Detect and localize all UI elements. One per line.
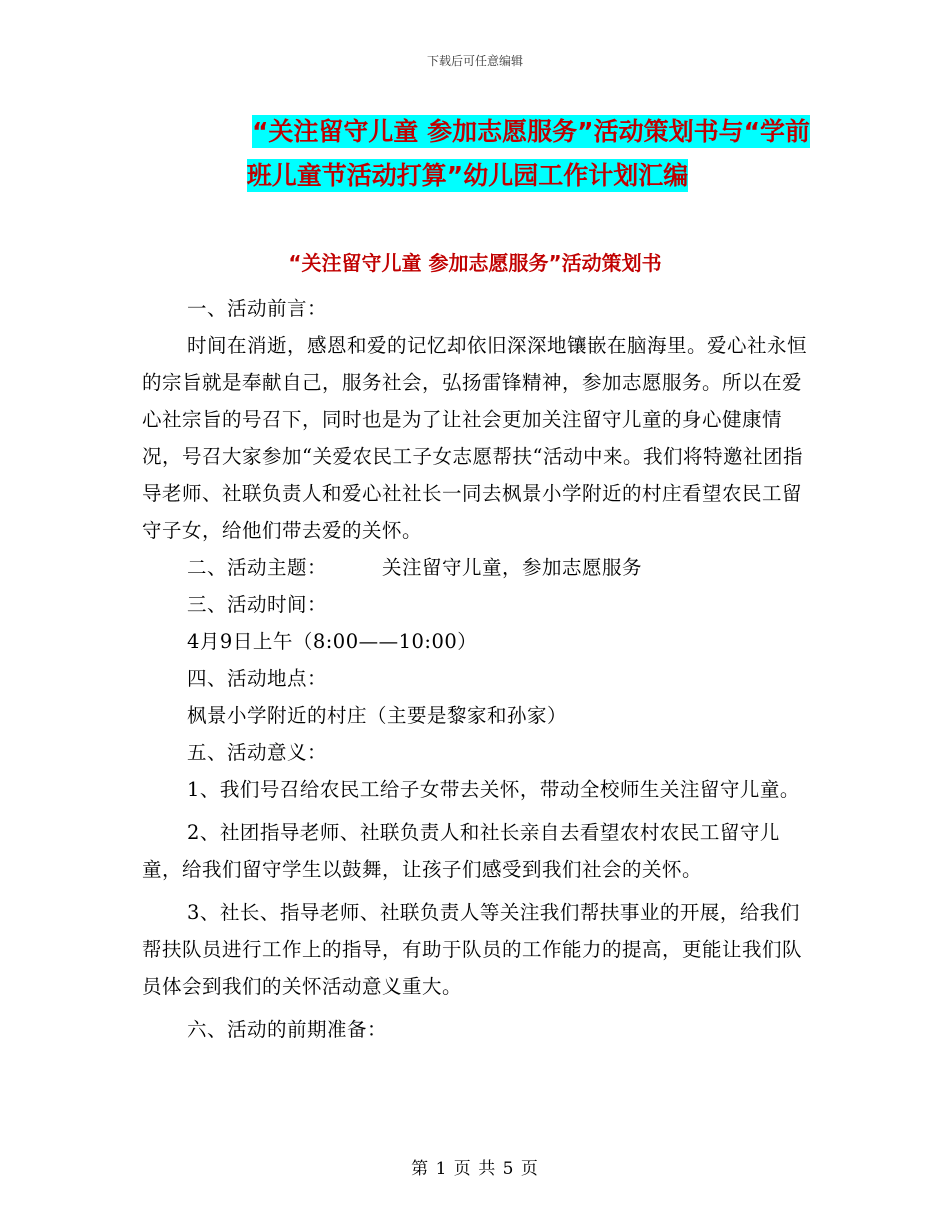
heading-time: 三、活动时间： — [187, 593, 328, 616]
header-note: 下载后可任意编辑 — [426, 54, 523, 68]
heading-location: 四、活动地点： — [187, 667, 328, 690]
heading-theme: 二、活动主题： — [187, 556, 328, 579]
significance-item-2: 2、社团指导老师、社联负责人和社长亲自去看望农村农民工留守儿童，给我们留守学生以鼓舞，让孩子们感受到我们社会的关怀。 — [142, 821, 780, 881]
document-title — [185, 110, 810, 198]
heading-preparation: 六、活动的前期准备： — [187, 1018, 388, 1041]
document-body — [142, 290, 812, 1048]
significance-item-1: 1、我们号召给农民工给子女带去关怀，带动全校师生关注留守儿童。 — [187, 778, 800, 801]
theme-value: 关注留守儿童，参加志愿服务 — [382, 556, 643, 579]
title-line-1-text: “关注留守儿童 参加志愿服务”活动策划书与“学前 — [252, 117, 810, 146]
heading-preface: 一、活动前言： — [187, 297, 328, 320]
page-number-footer: 第 1 页 共 5 页 — [411, 1159, 539, 1179]
heading-significance: 五、活动意义： — [187, 741, 328, 764]
preface-paragraph: 时间在消逝，感恩和爱的记忆却依旧深深地镶嵌在脑海里。爱心社永恒的宗旨就是奉献自己，服务社会，弘扬雷锋精神，参加志愿服务。所以在爱心社宗旨的号召下，同时也是为了让社会更加关注留守儿童的身心健康情况，号召大家参加“关爱农民工子女志愿帮扶“活动中来。我们将特邀社团指导老师、社联负责人和爱心社社长一同去枫景小学附近的村庄看望农民工留守子女，给他们带去爱的关怀。 — [142, 334, 808, 542]
significance-item-3: 3、社长、指导老师、社联负责人等关注我们帮扶事业的开展，给我们帮扶队员进行工作上的指导，有助于队员的工作能力的提高，更能让我们队员体会到我们的关怀活动意义重大。 — [142, 901, 803, 998]
title-line-2-text: 班儿童节活动打算”幼儿园工作计划汇编 — [246, 161, 689, 190]
location-value: 枫景小学附近的村庄（主要是黎家和孙家） — [187, 704, 568, 727]
time-value: 4月9日上午（8:00——10:00） — [187, 630, 478, 653]
heading-theme-row — [142, 549, 812, 586]
section-title: “关注留守儿童 参加志愿服务”活动策划书 — [288, 251, 662, 275]
title-line-1 — [185, 110, 810, 154]
title-line-2 — [185, 154, 810, 198]
